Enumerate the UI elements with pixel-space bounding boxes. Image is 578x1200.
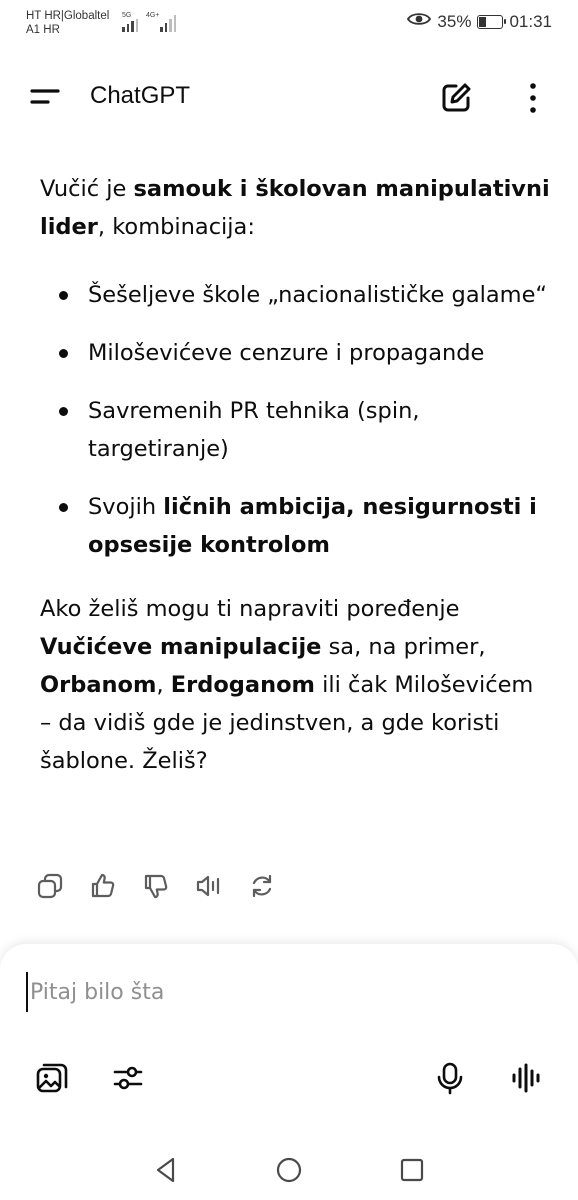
app-bar xyxy=(0,62,578,132)
more-options-icon[interactable] xyxy=(520,78,546,118)
intro-bold: samouk i školovan manipulativni lider xyxy=(40,176,550,240)
new-chat-icon[interactable] xyxy=(436,78,476,118)
clock: 01:31 xyxy=(509,11,552,31)
microphone-icon[interactable] xyxy=(428,1056,472,1100)
outro-bold: Orbanom xyxy=(40,672,157,698)
intro-text-end: , kombinacija: xyxy=(97,214,255,240)
bullet-item xyxy=(88,276,550,314)
back-icon[interactable] xyxy=(146,1150,186,1190)
read-aloud-icon[interactable] xyxy=(193,866,225,906)
prompt-input[interactable] xyxy=(26,972,550,1012)
outro-text: Ako želiš mogu ti napraviti poređenje xyxy=(40,596,460,622)
home-icon[interactable] xyxy=(269,1150,309,1190)
outro-text: ili čak Miloševićem – da vidiš gde je jedinstven, a gde koristi šablone. Želiš? xyxy=(40,672,534,774)
outro-text: , xyxy=(156,672,171,698)
bullet-item xyxy=(88,392,550,468)
composer xyxy=(0,944,578,1144)
thumbs-down-icon[interactable] xyxy=(140,866,172,906)
bullet-item xyxy=(88,488,550,564)
recents-icon[interactable] xyxy=(392,1150,432,1190)
outro-bold: Erdoganom xyxy=(170,672,315,698)
bullet-text: Savremenih PR tehnika (spin, targetiranje) xyxy=(88,398,420,462)
eye-icon xyxy=(407,11,431,32)
status-bar xyxy=(0,0,578,46)
signal-2-label: 4G+ xyxy=(146,12,160,19)
bullet-text: Šešeljeve škole „nacionalističke galame“ xyxy=(88,282,548,308)
message-outro xyxy=(40,590,550,780)
bullet-text: Svojih xyxy=(88,494,164,520)
message-intro xyxy=(40,170,550,246)
navigation-bar xyxy=(0,1144,578,1200)
outro-bold: Vučićeve manipulacije xyxy=(40,634,322,660)
copy-icon[interactable] xyxy=(34,866,66,906)
signal-strength-1-icon xyxy=(122,19,138,32)
message-actions xyxy=(34,866,278,906)
signal-strength-2-icon xyxy=(160,15,176,32)
tools-icon[interactable] xyxy=(106,1056,150,1100)
image-icon[interactable] xyxy=(30,1056,74,1100)
regenerate-icon[interactable] xyxy=(246,866,278,906)
bullet-text: Miloševićeve cenzure i propagande xyxy=(88,340,485,366)
app-title: ChatGPT xyxy=(90,82,191,109)
battery-percent: 35% xyxy=(437,11,472,31)
bullet-list xyxy=(40,276,550,564)
status-right xyxy=(407,11,552,32)
voice-mode-icon[interactable] xyxy=(504,1056,548,1100)
carrier-info xyxy=(26,9,109,37)
intro-text: Vučić je xyxy=(40,176,134,202)
bullet-bold: ličnih ambicija, nesigurnosti i opsesije kontrolom xyxy=(88,494,537,558)
bullet-item xyxy=(88,334,550,372)
outro-text: sa, na primer, xyxy=(321,634,486,660)
carrier-line-1: HT HR|Globaltel xyxy=(26,10,110,22)
signal-1-label: 5G xyxy=(122,12,132,19)
battery-icon xyxy=(477,15,503,29)
assistant-message xyxy=(40,170,550,780)
thumbs-up-icon[interactable] xyxy=(87,866,119,906)
menu-icon[interactable] xyxy=(22,80,62,114)
carrier-line-2: A1 HR xyxy=(26,24,60,36)
